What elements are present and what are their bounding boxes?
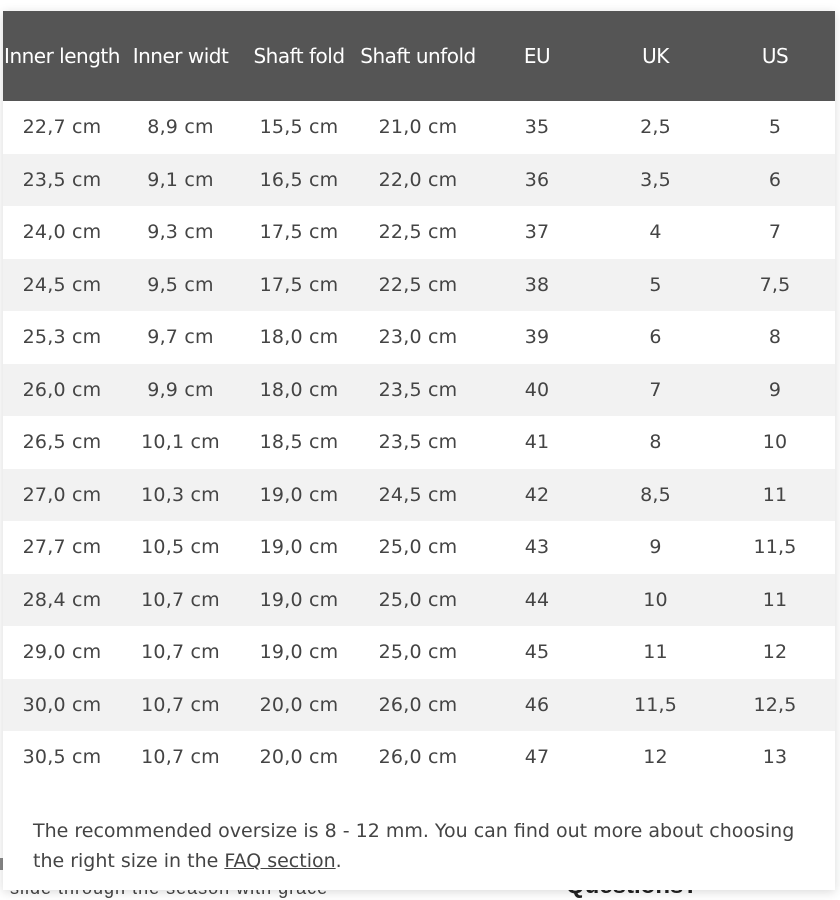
table-cell-uk: 2,5 [640, 116, 671, 139]
table-cell-shaft-fold: 19,0 cm [259, 588, 339, 611]
table-cell-uk: 4 [649, 221, 662, 244]
header-row [3, 11, 835, 101]
table-cell-shaft-unfold: 25,0 cm [378, 588, 458, 611]
table-cell-inner-width: 10,7 cm [141, 588, 220, 611]
faq-link[interactable]: FAQ section [224, 850, 336, 872]
table-cell-inner-length: 27,0 cm [22, 483, 102, 506]
table-cell-uk: 8 [649, 431, 662, 454]
table-row [3, 679, 835, 732]
table-row [3, 101, 835, 154]
column-header-inner-width: Inner widt [132, 44, 229, 68]
table-cell-us: 11,5 [753, 536, 797, 559]
table-cell-shaft-fold: 16,5 cm [259, 168, 339, 191]
table-cell-us: 12,5 [753, 693, 797, 716]
table-cell-shaft-unfold: 23,5 cm [378, 378, 458, 401]
table-cell-uk: 8,5 [640, 483, 671, 506]
table-cell-uk: 12 [643, 746, 668, 769]
table-cell-us: 7 [768, 221, 782, 244]
footnote-period: . [335, 850, 342, 872]
table-cell-us: 7,5 [759, 273, 791, 296]
table-cell-shaft-unfold: 23,0 cm [378, 326, 458, 349]
table-cell-inner-length: 22,7 cm [22, 116, 102, 139]
table-cell-inner-width: 9,3 cm [147, 221, 214, 244]
table-cell-inner-length: 24,0 cm [22, 221, 102, 244]
table-cell-inner-width: 9,9 cm [147, 378, 214, 401]
table-cell-us: 8 [768, 326, 782, 349]
table-cell-eu: 40 [524, 378, 550, 401]
table-cell-eu: 43 [524, 536, 550, 559]
table-cell-shaft-fold: 20,0 cm [259, 746, 339, 769]
table-cell-shaft-unfold: 26,0 cm [378, 693, 458, 716]
table-row [3, 311, 835, 364]
size-chart-body [3, 101, 835, 784]
table-cell-eu: 44 [524, 588, 550, 611]
column-header-shaft-fold: Shaft fold [253, 44, 345, 68]
table-cell-inner-length: 30,5 cm [22, 746, 102, 769]
table-row [3, 521, 835, 574]
table-cell-inner-width: 9,5 cm [147, 273, 214, 296]
table-cell-inner-width: 10,1 cm [141, 431, 220, 454]
table-cell-shaft-unfold: 21,0 cm [378, 116, 458, 139]
table-row [3, 574, 835, 627]
table-cell-shaft-unfold: 22,0 cm [378, 168, 458, 191]
table-row [3, 731, 835, 784]
table-row [3, 469, 835, 522]
table-cell-eu: 35 [524, 116, 550, 139]
table-cell-shaft-unfold: 24,5 cm [378, 483, 458, 506]
table-cell-eu: 37 [524, 221, 550, 244]
size-footnote [33, 816, 803, 876]
table-cell-inner-width: 8,9 cm [147, 116, 214, 139]
size-chart-modal [3, 11, 835, 890]
table-row [3, 259, 835, 312]
table-cell-inner-length: 30,0 cm [22, 693, 102, 716]
table-cell-eu: 42 [524, 483, 550, 506]
size-chart-table [3, 11, 835, 784]
table-row [3, 626, 835, 679]
table-cell-uk: 3,5 [640, 168, 671, 191]
table-cell-eu: 41 [524, 431, 550, 454]
column-header-us: US [761, 44, 789, 68]
table-cell-uk: 5 [649, 273, 662, 296]
column-header-shaft-unfold: Shaft unfold [360, 44, 476, 68]
table-cell-inner-width: 10,7 cm [141, 746, 220, 769]
table-cell-uk: 11,5 [633, 693, 678, 716]
table-cell-inner-length: 24,5 cm [22, 273, 102, 296]
table-cell-inner-length: 23,5 cm [22, 168, 102, 191]
footnote-text: The recommended oversize is 8 - 12 mm. You can find out more about choosing the right size in the [33, 820, 795, 872]
table-cell-us: 5 [768, 116, 782, 139]
table-cell-us: 11 [762, 483, 788, 506]
table-cell-inner-width: 10,3 cm [141, 483, 220, 506]
table-cell-shaft-fold: 17,5 cm [259, 273, 339, 296]
table-cell-inner-width: 9,7 cm [147, 326, 214, 349]
table-cell-inner-width: 10,5 cm [141, 536, 220, 559]
table-cell-shaft-unfold: 23,5 cm [378, 431, 458, 454]
table-cell-shaft-fold: 19,0 cm [259, 536, 339, 559]
table-cell-shaft-fold: 19,0 cm [259, 483, 339, 506]
table-cell-shaft-unfold: 25,0 cm [378, 641, 458, 664]
table-row [3, 206, 835, 259]
table-cell-us: 11 [762, 588, 788, 611]
table-cell-inner-length: 26,0 cm [22, 378, 102, 401]
table-cell-shaft-fold: 18,0 cm [259, 378, 339, 401]
column-header-eu: EU [523, 44, 551, 68]
table-row [3, 364, 835, 417]
table-cell-shaft-fold: 20,0 cm [259, 693, 339, 716]
table-cell-inner-width: 10,7 cm [141, 641, 220, 664]
table-cell-us: 10 [762, 431, 788, 454]
column-header-uk: UK [642, 44, 669, 68]
table-cell-inner-length: 29,0 cm [22, 641, 102, 664]
table-cell-uk: 9 [649, 536, 662, 559]
table-cell-shaft-fold: 15,5 cm [259, 116, 339, 139]
table-cell-inner-length: 26,5 cm [22, 431, 102, 454]
table-cell-shaft-unfold: 22,5 cm [378, 273, 458, 296]
table-cell-us: 9 [768, 378, 782, 401]
table-cell-eu: 45 [524, 641, 550, 664]
table-cell-inner-length: 25,3 cm [22, 326, 102, 349]
table-cell-shaft-unfold: 22,5 cm [378, 221, 458, 244]
table-cell-shaft-fold: 18,5 cm [259, 431, 339, 454]
table-row [3, 416, 835, 469]
table-cell-shaft-fold: 18,0 cm [259, 326, 339, 349]
table-cell-eu: 36 [524, 168, 550, 191]
table-cell-shaft-fold: 17,5 cm [259, 221, 339, 244]
table-cell-inner-width: 10,7 cm [141, 693, 220, 716]
table-cell-inner-width: 9,1 cm [147, 168, 214, 191]
table-cell-shaft-fold: 19,0 cm [259, 641, 339, 664]
table-cell-us: 6 [768, 168, 782, 191]
table-cell-eu: 39 [524, 326, 550, 349]
table-cell-shaft-unfold: 25,0 cm [378, 536, 458, 559]
table-cell-eu: 47 [524, 746, 550, 769]
table-cell-shaft-unfold: 26,0 cm [378, 746, 458, 769]
table-cell-us: 12 [762, 641, 788, 664]
table-cell-uk: 7 [649, 378, 662, 401]
table-cell-us: 13 [762, 746, 788, 769]
table-cell-uk: 11 [643, 641, 668, 664]
table-cell-eu: 46 [524, 693, 550, 716]
table-cell-eu: 38 [524, 273, 550, 296]
table-cell-inner-length: 27,7 cm [22, 536, 102, 559]
column-header-inner-length: Inner length [4, 44, 120, 68]
size-chart-header [3, 11, 835, 101]
table-cell-inner-length: 28,4 cm [22, 588, 102, 611]
table-cell-uk: 6 [649, 326, 662, 349]
table-cell-uk: 10 [643, 588, 668, 611]
table-row [3, 154, 835, 207]
